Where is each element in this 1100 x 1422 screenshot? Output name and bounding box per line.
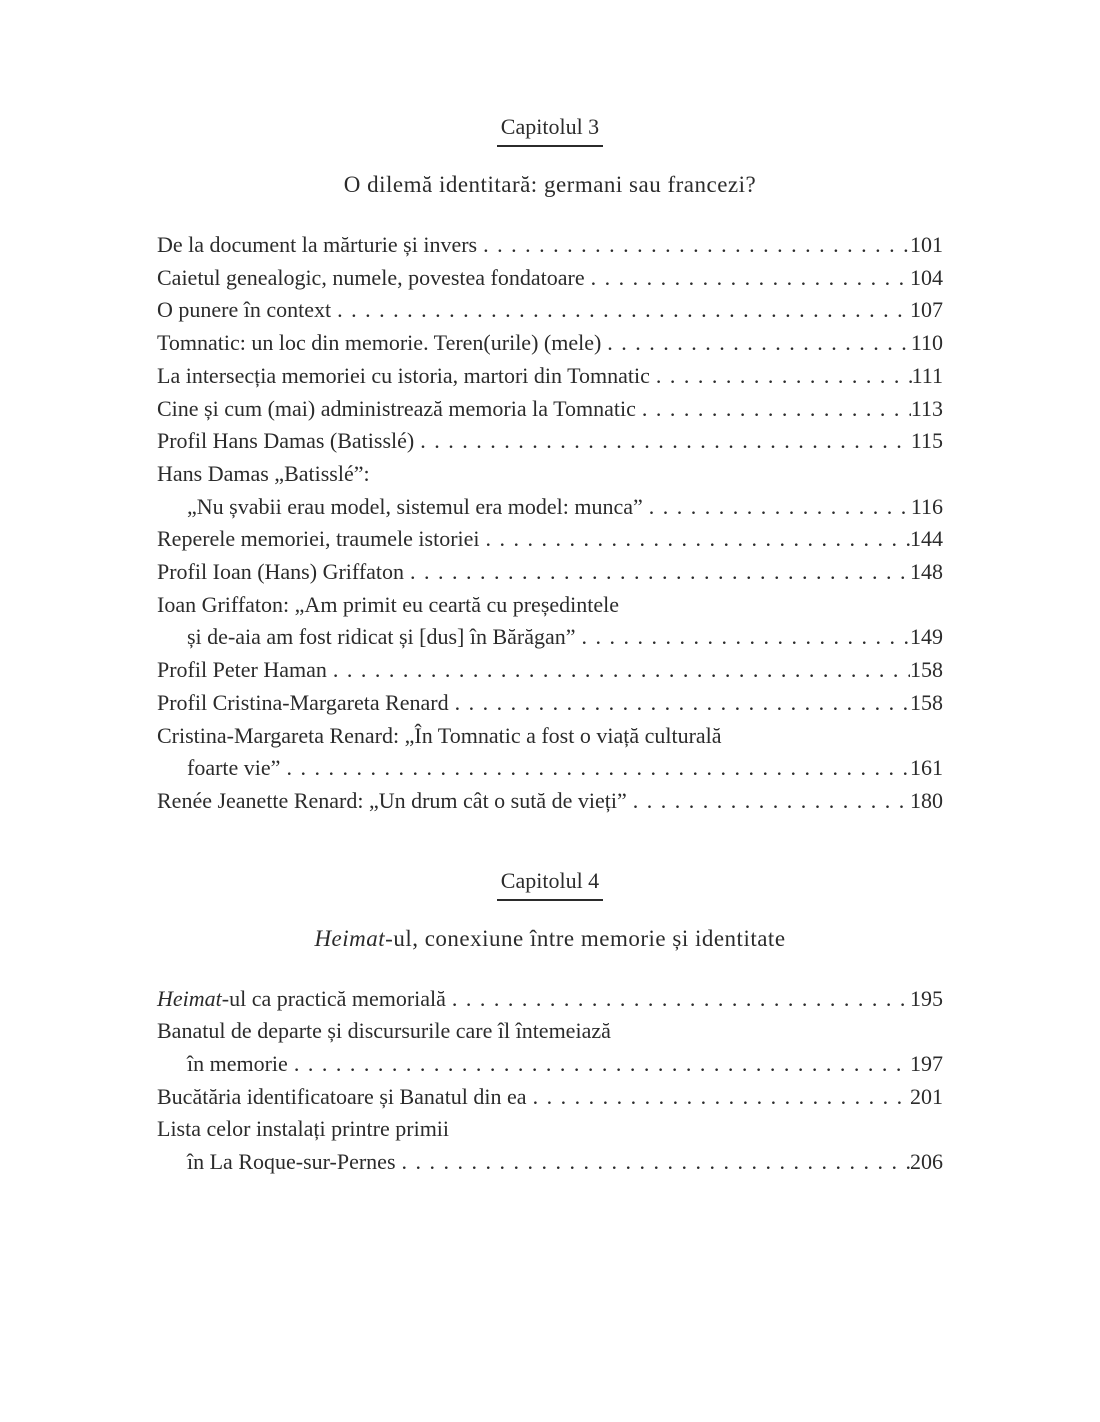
page-number: 206 (910, 1149, 943, 1175)
text-segment: Profil Peter Haman (157, 657, 327, 683)
page-number: 113 (910, 395, 943, 421)
toc-entry (157, 523, 943, 556)
dot-leader (607, 327, 911, 360)
toc-entry-title (157, 1113, 449, 1146)
toc-entry (157, 393, 943, 426)
toc-entry-title (157, 983, 446, 1016)
toc-entry (157, 229, 943, 262)
toc-entry-title (157, 393, 636, 426)
toc-entry-title (187, 1048, 288, 1081)
toc-line (157, 589, 943, 622)
toc-entry (157, 327, 943, 360)
text-segment: Reperele memoriei, traumele istoriei (157, 526, 480, 552)
toc-entry (157, 556, 943, 589)
toc-entries-chapter-3 (157, 229, 943, 818)
page-number: 107 (910, 297, 943, 323)
text-segment: în La Roque-sur-Pernes (187, 1149, 396, 1175)
toc-entry (157, 1015, 943, 1080)
toc-line (157, 785, 943, 818)
page-number: 158 (910, 657, 943, 683)
page-number: 158 (910, 689, 943, 715)
toc-entry-title (157, 687, 449, 720)
toc-entry-title (157, 327, 601, 360)
toc-entry (157, 720, 943, 785)
toc-line (157, 458, 943, 491)
page-number: 180 (910, 787, 943, 813)
dot-leader (642, 393, 911, 426)
toc-entry-title (157, 720, 722, 753)
toc-line (157, 752, 943, 785)
text-segment: Profil Hans Damas (Batisslé) (157, 428, 415, 454)
toc-entry-title (187, 621, 576, 654)
text-segment: Hans Damas „Batisslé”: (157, 460, 370, 486)
text-segment: Banatul de departe și discursurile care îl întemeiază (157, 1018, 611, 1044)
page-number: 195 (910, 985, 943, 1011)
toc-line (157, 720, 943, 753)
toc-entry-title (157, 785, 627, 818)
toc-line (157, 621, 943, 654)
page-number: 148 (910, 559, 943, 585)
text-segment: -ul, conexiune între memorie și identitate (385, 925, 786, 951)
chapter-title (157, 171, 943, 199)
text-segment: -ul ca practică memorială (221, 985, 446, 1011)
toc-entry-title (157, 294, 331, 327)
toc-entries-chapter-4 (157, 983, 943, 1179)
toc-line (157, 1015, 943, 1048)
page-number: 161 (910, 755, 943, 781)
toc-line (157, 393, 943, 426)
toc-entry (157, 425, 943, 458)
toc-entry-title (157, 360, 650, 393)
toc-line (157, 1113, 943, 1146)
text-segment: în memorie (187, 1051, 288, 1077)
page-number: 101 (910, 232, 943, 257)
dot-leader (582, 621, 910, 654)
text-segment: „Nu șvabii erau model, sistemul era model: munca” (187, 493, 643, 519)
text-segment: Renée Jeanette Renard: „Un drum cât o sută de vieți” (157, 787, 627, 813)
dot-leader (294, 1048, 910, 1081)
page-number: 111 (911, 362, 943, 388)
dot-leader (286, 752, 910, 785)
chapter-3-heading (157, 116, 943, 147)
text-segment: și de-aia am fost ridicat și [dus] în Bărăgan” (187, 624, 576, 650)
page-number: 115 (910, 428, 943, 454)
text-segment: O punere în context (157, 297, 332, 323)
toc-entry-title (157, 1081, 527, 1114)
page-number: 110 (910, 330, 943, 356)
italic-text: Heimat (314, 925, 386, 951)
toc-entry (157, 360, 943, 393)
toc-entry (157, 785, 943, 818)
toc-line (157, 983, 943, 1016)
toc-line (157, 262, 943, 295)
toc-entry (157, 687, 943, 720)
toc-entry-title (157, 458, 370, 491)
dot-leader (402, 1146, 910, 1179)
toc-entry (157, 262, 943, 295)
page-number: 149 (910, 624, 943, 650)
toc-entry-title (157, 556, 404, 589)
italic-text: Heimat (157, 985, 222, 1011)
toc-line (157, 491, 943, 524)
dot-leader (649, 491, 911, 524)
toc-line (157, 229, 943, 262)
dot-leader (333, 654, 910, 687)
page-number: 104 (910, 264, 943, 290)
toc-entry (157, 294, 943, 327)
dot-leader (533, 1081, 910, 1114)
toc-entry (157, 458, 943, 523)
chapter-4-heading (157, 867, 943, 901)
chapter-3-section (157, 116, 943, 818)
toc-line (157, 1048, 943, 1081)
chapter-title (157, 925, 943, 953)
toc-entry-title (157, 589, 619, 622)
text-segment: Tomnatic: un loc din memorie. Teren(urile) (mele) (157, 330, 602, 356)
dot-leader (455, 687, 910, 720)
dot-leader (591, 262, 910, 295)
chapter-label: Capitolul 3 (497, 116, 603, 147)
toc-entry-title (157, 262, 585, 295)
dot-leader (483, 229, 910, 262)
dot-leader (410, 556, 910, 589)
dot-leader (486, 523, 910, 556)
toc-line (157, 360, 943, 393)
toc-line (157, 1081, 943, 1114)
toc-line (157, 687, 943, 720)
toc-entry-title (157, 1015, 611, 1048)
toc-entry-title (187, 752, 280, 785)
dot-leader (656, 360, 912, 393)
text-segment: Cristina-Margareta Renard: „În Tomnatic a fost o viață culturală (157, 722, 722, 748)
toc-line (157, 1146, 943, 1179)
toc-line (157, 556, 943, 589)
toc-entry (157, 983, 943, 1016)
toc-line (157, 327, 943, 360)
text-segment: Profil Cristina-Margareta Renard (157, 689, 449, 715)
toc-line (157, 425, 943, 458)
text-segment: Cine și cum (mai) administrează memoria la Tomnatic (157, 395, 636, 421)
toc-entry-title (187, 1146, 396, 1179)
toc-entry-title (157, 425, 414, 458)
text-segment: La intersecția memoriei cu istoria, martori din Tomnatic (157, 362, 650, 388)
page-number: 144 (910, 526, 943, 552)
toc-line (157, 654, 943, 687)
text-segment: foarte vie” (187, 755, 281, 781)
dot-leader (633, 785, 910, 818)
chapter-4-section (157, 867, 943, 1179)
page-number: 116 (910, 493, 943, 519)
text-segment: Lista celor instalați printre primii (157, 1116, 450, 1142)
toc-line (157, 294, 943, 327)
page-number: 201 (910, 1083, 943, 1109)
text-segment: Ioan Griffaton: „Am primit eu ceartă cu președintele (157, 591, 620, 617)
toc-entry (157, 1081, 943, 1114)
toc-line (157, 523, 943, 556)
toc-entry-title (157, 654, 327, 687)
toc-entry-title (157, 523, 480, 556)
page-number: 197 (910, 1051, 943, 1077)
text-segment: Profil Ioan (Hans) Griffaton (157, 559, 405, 585)
text-segment: O dilemă identitară: germani sau francezi? (343, 172, 757, 197)
toc-entry (157, 589, 943, 654)
dot-leader (337, 294, 910, 327)
text-segment: De la document la mărturie și invers (157, 232, 478, 257)
toc-entry (157, 654, 943, 687)
toc-entry-title (157, 229, 477, 262)
toc-entry-title (187, 491, 643, 524)
chapter-label: Capitolul 4 (497, 870, 603, 901)
text-segment: Bucătăria identificatoare și Banatul din ea (157, 1083, 527, 1109)
toc-entry (157, 1113, 943, 1178)
text-segment: Caietul genealogic, numele, povestea fondatoare (157, 264, 585, 290)
dot-leader (452, 983, 910, 1016)
dot-leader (420, 425, 911, 458)
